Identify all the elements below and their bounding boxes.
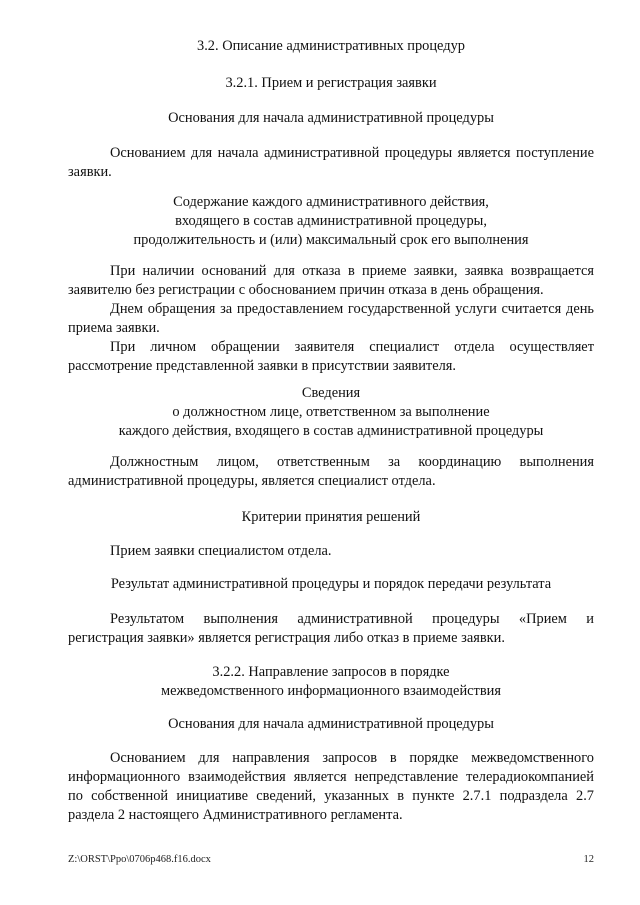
subsection-2-title-line: межведомственного информационного взаимодействия [161,683,501,699]
subsection-1-title: 3.2.1. Прием и регистрация заявки [225,75,437,91]
official-heading-line: о должностном лице, ответственном за выполнение [172,404,490,420]
content-paragraph: При наличии оснований для отказа в приеме заявки, заявка возвращается заявителю без регистрации с обоснованием причин отказа в день обращения. [68,263,594,298]
content-heading-line: продолжительность и (или) максимальный срок его выполнения [133,232,529,248]
content-paragraph: При личном обращении заявителя специалист отдела осуществляет рассмотрение представленной заявки в присутствии заявителя. [68,339,594,374]
criteria-heading: Критерии принятия решений [241,509,421,525]
result-paragraph: Результатом выполнения административной процедуры «Прием и регистрация заявки» является регистрация либо отказ в приеме заявки. [68,611,594,646]
page-number: 12 [583,854,594,865]
subsection-2-title-line: 3.2.2. Направление запросов в порядке [212,664,450,680]
official-heading [68,384,594,441]
footer-file-path: Z:\ORST\Ppo\0706p468.f16.docx [68,854,211,865]
basis-paragraph-2: Основанием для направления запросов в порядке межведомственного информационного взаимодействия является непредставление телерадиокомпанией по собственной инициативе сведений, указанных в пункте 2.7.1 подраздела 2.7 раздела 2 настоящего Административного регламента. [68,750,594,823]
basis-paragraph-1: Основанием для начала административной процедуры является поступление заявки. [68,145,594,180]
official-heading-line: каждого действия, входящего в состав административной процедуры [118,423,544,439]
content-heading-line: Содержание каждого административного действия, [173,194,489,210]
content-heading-line: входящего в состав административной процедуры, [175,213,487,229]
content-heading [68,193,594,250]
result-heading: Результат административной процедуры и порядок передачи результата [110,576,552,592]
basis-heading-2: Основания для начала административной процедуры [168,716,494,732]
official-heading-line: Сведения [301,385,361,401]
subsection-2-title [68,663,594,701]
section-title: 3.2. Описание административных процедур [197,38,465,54]
official-paragraph: Должностным лицом, ответственным за координацию выполнения административной процедуры, является специалист отдела. [68,454,594,489]
basis-heading-1: Основания для начала административной процедуры [168,110,494,126]
criteria-paragraph: Прием заявки специалистом отдела. [110,543,332,559]
content-paragraphs [0,262,594,376]
content-paragraph: Днем обращения за предоставлением государственной услуги считается день приема заявки. [68,301,594,336]
